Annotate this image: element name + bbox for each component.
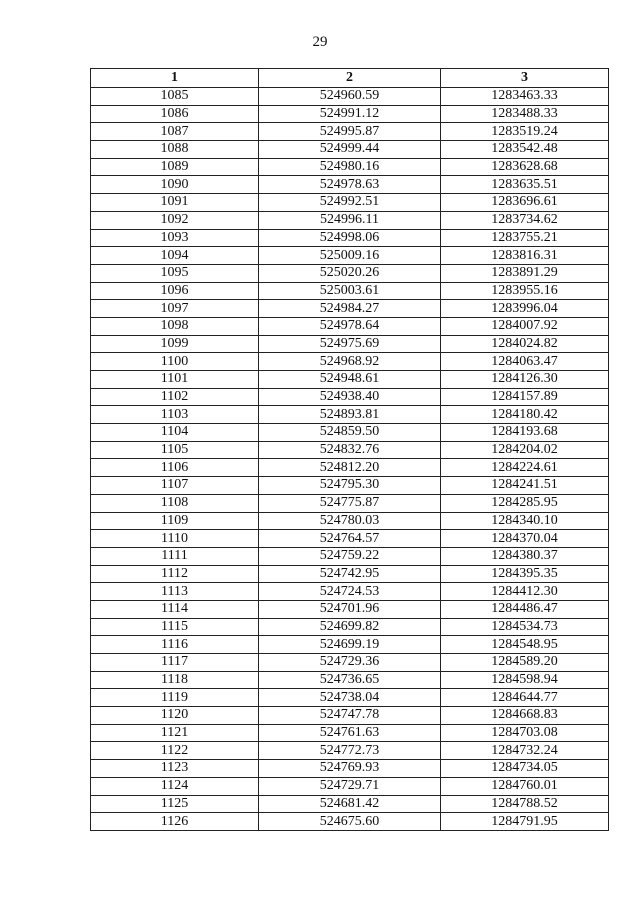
cell-y-coordinate: 1283734.62 (441, 211, 609, 229)
cell-x-coordinate: 524960.59 (259, 88, 441, 106)
cell-x-coordinate: 524780.03 (259, 512, 441, 530)
column-header-y: 3 (441, 69, 609, 88)
cell-point-number: 1124 (91, 777, 259, 795)
cell-y-coordinate: 1284732.24 (441, 742, 609, 760)
cell-x-coordinate: 524724.53 (259, 583, 441, 601)
cell-x-coordinate: 524759.22 (259, 547, 441, 565)
table-row (91, 211, 609, 229)
cell-point-number: 1123 (91, 760, 259, 778)
table-row (91, 600, 609, 618)
cell-point-number: 1101 (91, 371, 259, 389)
cell-x-coordinate: 524975.69 (259, 335, 441, 353)
table-row (91, 618, 609, 636)
cell-x-coordinate: 524999.44 (259, 141, 441, 159)
cell-point-number: 1092 (91, 211, 259, 229)
cell-point-number: 1118 (91, 671, 259, 689)
table-row (91, 512, 609, 530)
cell-x-coordinate: 524701.96 (259, 600, 441, 618)
table-row (91, 760, 609, 778)
table-row (91, 547, 609, 565)
cell-point-number: 1098 (91, 317, 259, 335)
cell-point-number: 1088 (91, 141, 259, 159)
cell-x-coordinate: 524761.63 (259, 724, 441, 742)
column-header-point-number: 1 (91, 69, 259, 88)
table-row (91, 353, 609, 371)
table-row (91, 707, 609, 725)
cell-y-coordinate: 1284157.89 (441, 388, 609, 406)
column-header-x: 2 (259, 69, 441, 88)
cell-x-coordinate: 524775.87 (259, 494, 441, 512)
cell-point-number: 1112 (91, 565, 259, 583)
cell-x-coordinate: 524772.73 (259, 742, 441, 760)
table-row (91, 194, 609, 212)
cell-point-number: 1099 (91, 335, 259, 353)
cell-y-coordinate: 1283635.51 (441, 176, 609, 194)
table-row (91, 388, 609, 406)
cell-point-number: 1094 (91, 247, 259, 265)
cell-x-coordinate: 524980.16 (259, 158, 441, 176)
table-row (91, 742, 609, 760)
cell-x-coordinate: 524992.51 (259, 194, 441, 212)
cell-y-coordinate: 1283519.24 (441, 123, 609, 141)
cell-y-coordinate: 1284668.83 (441, 707, 609, 725)
cell-x-coordinate: 524812.20 (259, 459, 441, 477)
cell-x-coordinate: 524769.93 (259, 760, 441, 778)
cell-x-coordinate: 524681.42 (259, 795, 441, 813)
table-row (91, 565, 609, 583)
table-row (91, 477, 609, 495)
cell-x-coordinate: 524729.71 (259, 777, 441, 795)
table-row (91, 264, 609, 282)
cell-point-number: 1104 (91, 424, 259, 442)
cell-point-number: 1122 (91, 742, 259, 760)
table-row (91, 371, 609, 389)
table-row (91, 724, 609, 742)
cell-y-coordinate: 1284734.05 (441, 760, 609, 778)
cell-point-number: 1106 (91, 459, 259, 477)
cell-x-coordinate: 524699.82 (259, 618, 441, 636)
cell-x-coordinate: 525003.61 (259, 282, 441, 300)
table-row (91, 636, 609, 654)
cell-x-coordinate: 524764.57 (259, 530, 441, 548)
cell-y-coordinate: 1284285.95 (441, 494, 609, 512)
cell-x-coordinate: 524736.65 (259, 671, 441, 689)
cell-point-number: 1102 (91, 388, 259, 406)
cell-point-number: 1120 (91, 707, 259, 725)
cell-y-coordinate: 1283542.48 (441, 141, 609, 159)
table-row (91, 777, 609, 795)
cell-point-number: 1087 (91, 123, 259, 141)
cell-x-coordinate: 524795.30 (259, 477, 441, 495)
table-row (91, 654, 609, 672)
cell-point-number: 1091 (91, 194, 259, 212)
cell-point-number: 1108 (91, 494, 259, 512)
cell-x-coordinate: 524968.92 (259, 353, 441, 371)
cell-y-coordinate: 1284412.30 (441, 583, 609, 601)
cell-y-coordinate: 1284703.08 (441, 724, 609, 742)
cell-y-coordinate: 1284180.42 (441, 406, 609, 424)
cell-point-number: 1086 (91, 105, 259, 123)
cell-point-number: 1105 (91, 441, 259, 459)
cell-y-coordinate: 1283755.21 (441, 229, 609, 247)
table-row (91, 88, 609, 106)
cell-x-coordinate: 524991.12 (259, 105, 441, 123)
cell-y-coordinate: 1284598.94 (441, 671, 609, 689)
cell-point-number: 1126 (91, 813, 259, 831)
table-row (91, 583, 609, 601)
cell-point-number: 1107 (91, 477, 259, 495)
table-row (91, 813, 609, 831)
cell-x-coordinate: 524996.11 (259, 211, 441, 229)
table-row (91, 229, 609, 247)
table-row (91, 689, 609, 707)
cell-x-coordinate: 524893.81 (259, 406, 441, 424)
cell-x-coordinate: 524832.76 (259, 441, 441, 459)
cell-x-coordinate: 524738.04 (259, 689, 441, 707)
cell-point-number: 1119 (91, 689, 259, 707)
cell-y-coordinate: 1284193.68 (441, 424, 609, 442)
cell-point-number: 1103 (91, 406, 259, 424)
table-row (91, 176, 609, 194)
table-row (91, 123, 609, 141)
cell-point-number: 1093 (91, 229, 259, 247)
cell-point-number: 1117 (91, 654, 259, 672)
cell-y-coordinate: 1284241.51 (441, 477, 609, 495)
cell-y-coordinate: 1284380.37 (441, 547, 609, 565)
cell-point-number: 1111 (91, 547, 259, 565)
cell-x-coordinate: 525009.16 (259, 247, 441, 265)
cell-x-coordinate: 524859.50 (259, 424, 441, 442)
cell-point-number: 1116 (91, 636, 259, 654)
cell-x-coordinate: 524995.87 (259, 123, 441, 141)
cell-x-coordinate: 524729.36 (259, 654, 441, 672)
table-row (91, 158, 609, 176)
cell-x-coordinate: 524984.27 (259, 300, 441, 318)
table-row (91, 105, 609, 123)
table-row (91, 282, 609, 300)
cell-point-number: 1100 (91, 353, 259, 371)
cell-x-coordinate: 524742.95 (259, 565, 441, 583)
cell-y-coordinate: 1283696.61 (441, 194, 609, 212)
table-row (91, 459, 609, 477)
table-body (91, 88, 609, 831)
cell-y-coordinate: 1284024.82 (441, 335, 609, 353)
table-row (91, 671, 609, 689)
cell-y-coordinate: 1284224.61 (441, 459, 609, 477)
table-row (91, 247, 609, 265)
page-number: 29 (312, 34, 328, 50)
cell-y-coordinate: 1284007.92 (441, 317, 609, 335)
table-row (91, 317, 609, 335)
cell-y-coordinate: 1283955.16 (441, 282, 609, 300)
cell-y-coordinate: 1283628.68 (441, 158, 609, 176)
cell-point-number: 1089 (91, 158, 259, 176)
cell-y-coordinate: 1284486.47 (441, 600, 609, 618)
cell-point-number: 1125 (91, 795, 259, 813)
cell-y-coordinate: 1284370.04 (441, 530, 609, 548)
cell-point-number: 1110 (91, 530, 259, 548)
cell-point-number: 1095 (91, 264, 259, 282)
cell-point-number: 1109 (91, 512, 259, 530)
table-row (91, 141, 609, 159)
cell-y-coordinate: 1283891.29 (441, 264, 609, 282)
cell-y-coordinate: 1284644.77 (441, 689, 609, 707)
cell-y-coordinate: 1284534.73 (441, 618, 609, 636)
table-row (91, 441, 609, 459)
cell-point-number: 1085 (91, 88, 259, 106)
cell-y-coordinate: 1283463.33 (441, 88, 609, 106)
cell-x-coordinate: 525020.26 (259, 264, 441, 282)
cell-point-number: 1090 (91, 176, 259, 194)
cell-point-number: 1096 (91, 282, 259, 300)
cell-y-coordinate: 1284760.01 (441, 777, 609, 795)
cell-x-coordinate: 524978.63 (259, 176, 441, 194)
cell-x-coordinate: 524747.78 (259, 707, 441, 725)
cell-point-number: 1121 (91, 724, 259, 742)
cell-y-coordinate: 1284589.20 (441, 654, 609, 672)
table-header-row (91, 69, 609, 88)
cell-point-number: 1114 (91, 600, 259, 618)
cell-x-coordinate: 524978.64 (259, 317, 441, 335)
cell-y-coordinate: 1284126.30 (441, 371, 609, 389)
cell-x-coordinate: 524948.61 (259, 371, 441, 389)
table-row (91, 424, 609, 442)
cell-y-coordinate: 1283816.31 (441, 247, 609, 265)
cell-y-coordinate: 1284395.35 (441, 565, 609, 583)
cell-y-coordinate: 1283488.33 (441, 105, 609, 123)
table-row (91, 530, 609, 548)
cell-y-coordinate: 1284788.52 (441, 795, 609, 813)
table-row (91, 335, 609, 353)
cell-x-coordinate: 524699.19 (259, 636, 441, 654)
cell-y-coordinate: 1284791.95 (441, 813, 609, 831)
table-row (91, 795, 609, 813)
cell-point-number: 1115 (91, 618, 259, 636)
table-row (91, 300, 609, 318)
cell-y-coordinate: 1284063.47 (441, 353, 609, 371)
cell-x-coordinate: 524998.06 (259, 229, 441, 247)
cell-y-coordinate: 1284340.10 (441, 512, 609, 530)
cell-point-number: 1097 (91, 300, 259, 318)
coordinates-table (90, 68, 609, 831)
table-row (91, 494, 609, 512)
cell-y-coordinate: 1283996.04 (441, 300, 609, 318)
cell-y-coordinate: 1284204.02 (441, 441, 609, 459)
cell-x-coordinate: 524675.60 (259, 813, 441, 831)
table-row (91, 406, 609, 424)
cell-x-coordinate: 524938.40 (259, 388, 441, 406)
cell-y-coordinate: 1284548.95 (441, 636, 609, 654)
cell-point-number: 1113 (91, 583, 259, 601)
